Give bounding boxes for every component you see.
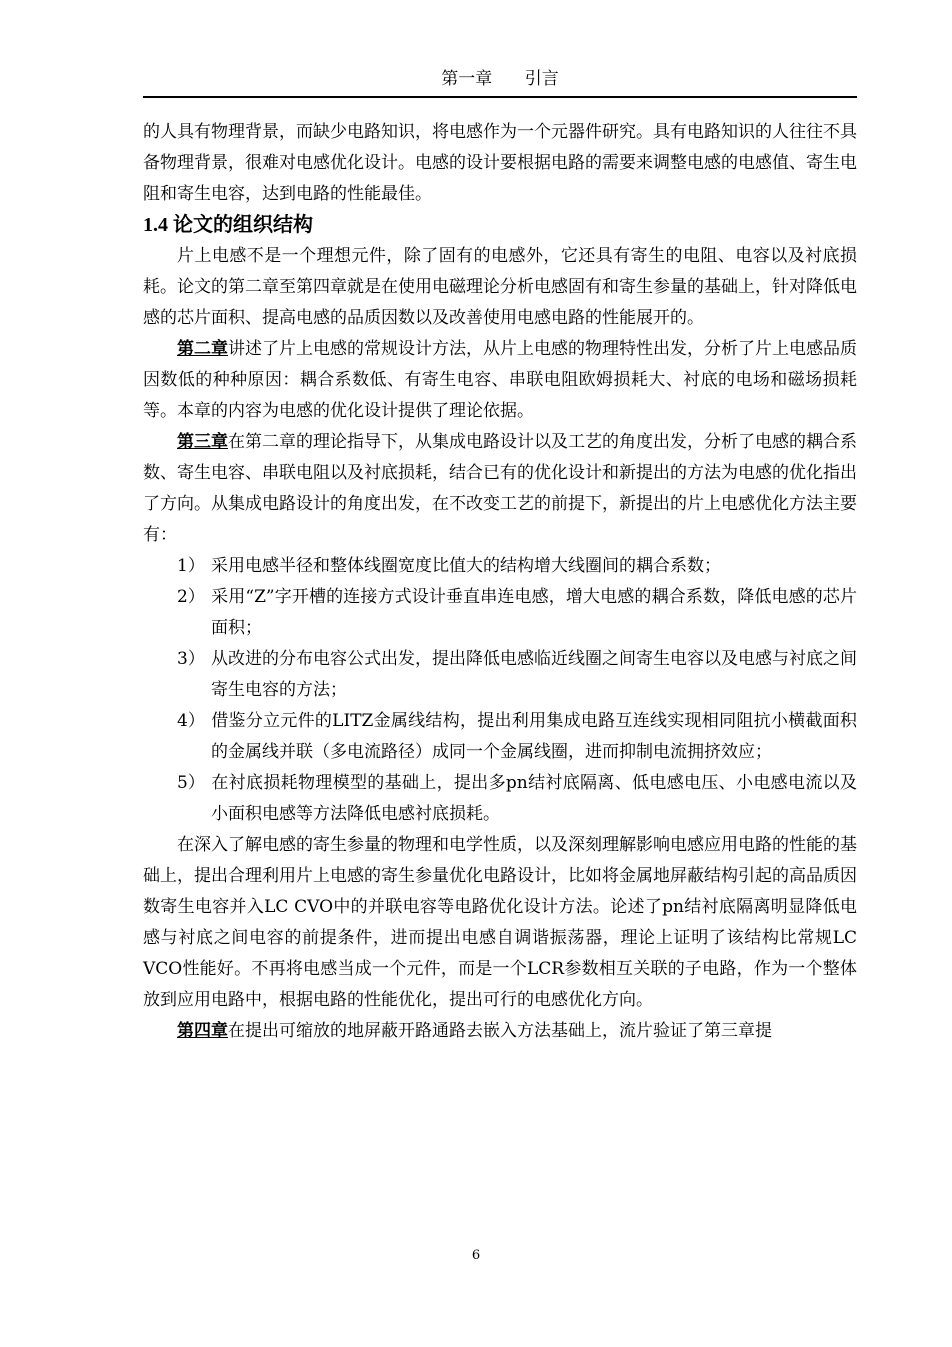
page-number: 6 bbox=[471, 1248, 481, 1263]
list-item bbox=[143, 551, 857, 582]
paragraph-continuation: 的人具有物理背景，而缺少电路知识，将电感作为一个元器件研究。具有电路知识的人往往不具备物理背景，很难对电感优化设计。电感的设计要根据电路的需要来调整电感的电感值、寄生电阻和寄生电容，达到电路的性能最佳。 bbox=[143, 122, 857, 204]
list-number: 4） bbox=[177, 711, 205, 731]
header-title: 引言 bbox=[524, 69, 559, 89]
section-heading: 1.4 论文的组织结构 bbox=[143, 214, 313, 236]
list-text: 在衬底损耗物理模型的基础上，提出多pn结衬底隔离、低电感电压、小电感电流以及小面积电感等方法降低电感衬底损耗。 bbox=[211, 773, 857, 824]
list-item bbox=[143, 706, 857, 768]
paragraph-chapter-4 bbox=[143, 1016, 857, 1047]
list-number: 1） bbox=[177, 556, 205, 576]
list-number: 3） bbox=[177, 649, 205, 669]
chapter-4-text: 在提出可缩放的地屏蔽开路通路去嵌入方法基础上，流片验证了第三章提 bbox=[228, 1021, 772, 1041]
chapter-3-text: 在第二章的理论指导下，从集成电路设计以及工艺的角度出发，分析了电感的耦合系数、寄生电容、串联电阻以及衬底损耗，结合已有的优化设计和新提出的方法为电感的优化指出了方向。从集成电路设计的角度出发，在不改变工艺的前提下，新提出的片上电感优化方法主要有： bbox=[143, 432, 857, 545]
list-item bbox=[143, 644, 857, 706]
list-number: 2） bbox=[177, 587, 205, 607]
list-item bbox=[143, 582, 857, 644]
paragraph-chapter-2 bbox=[143, 334, 857, 427]
page-body bbox=[143, 117, 857, 1047]
header-divider bbox=[143, 96, 857, 98]
chapter-2-text: 讲述了片上电感的常规设计方法，从片上电感的物理特性出发，分析了片上电感品质因数低的种种原因：耦合系数低、有寄生电容、串联电阻欧姆损耗大、衬底的电场和磁场损耗等。本章的内容为电感的优化设计提供了理论依据。 bbox=[143, 339, 857, 421]
chapter-3-label: 第三章 bbox=[177, 432, 228, 452]
list-text: 采用电感半径和整体线圈宽度比值大的结构增大线圈间的耦合系数； bbox=[211, 556, 721, 576]
paragraph-parasitics: 在深入了解电感的寄生参量的物理和电学性质，以及深刻理解影响电感应用电路的性能的基础上，提出合理利用片上电感的寄生参量优化电路设计，比如将金属地屏蔽结构引起的高品质因数寄生电容并入LC CVO中的并联电容等电路优化设计方法。论述了pn结衬底隔离明显降低电感与衬底之间电容的前提条件，进而提出电感自调谐振荡器，理论上证明了该结构比常规LC VCO性能好。不再将电感当成一个元件，而是一个LCR参数相互关联的子电路，作为一个整体放到应用电路中，根据电路的性能优化，提出可行的电感优化方向。 bbox=[143, 835, 857, 1010]
list-item bbox=[143, 768, 857, 830]
chapter-2-label: 第二章 bbox=[177, 339, 228, 359]
chapter-4-label: 第四章 bbox=[177, 1021, 228, 1041]
list-text: 从改进的分布电容公式出发，提出降低电感临近线圈之间寄生电容以及电感与衬底之间寄生电容的方法； bbox=[211, 649, 857, 700]
running-header bbox=[143, 64, 857, 94]
list-number: 5） bbox=[177, 773, 205, 793]
list-text: 借鉴分立元件的LITZ金属线结构，提出利用集成电路互连线实现相同阻抗小横截面积的金属线并联（多电流路径）成同一个金属线圈，进而抑制电流拥挤效应； bbox=[211, 711, 857, 762]
list-text: 采用“Z”字开槽的连接方式设计垂直串连电感，增大电感的耦合系数，降低电感的芯片面积； bbox=[211, 587, 857, 638]
header-chapter: 第一章 bbox=[441, 69, 493, 89]
paragraph-overview: 片上电感不是一个理想元件，除了固有的电感外，它还具有寄生的电阻、电容以及衬底损耗。论文的第二章至第四章就是在使用电磁理论分析电感固有和寄生参量的基础上，针对降低电感的芯片面积、提高电感的品质因数以及改善使用电感电路的性能展开的。 bbox=[143, 246, 857, 328]
paragraph-chapter-3 bbox=[143, 427, 857, 551]
